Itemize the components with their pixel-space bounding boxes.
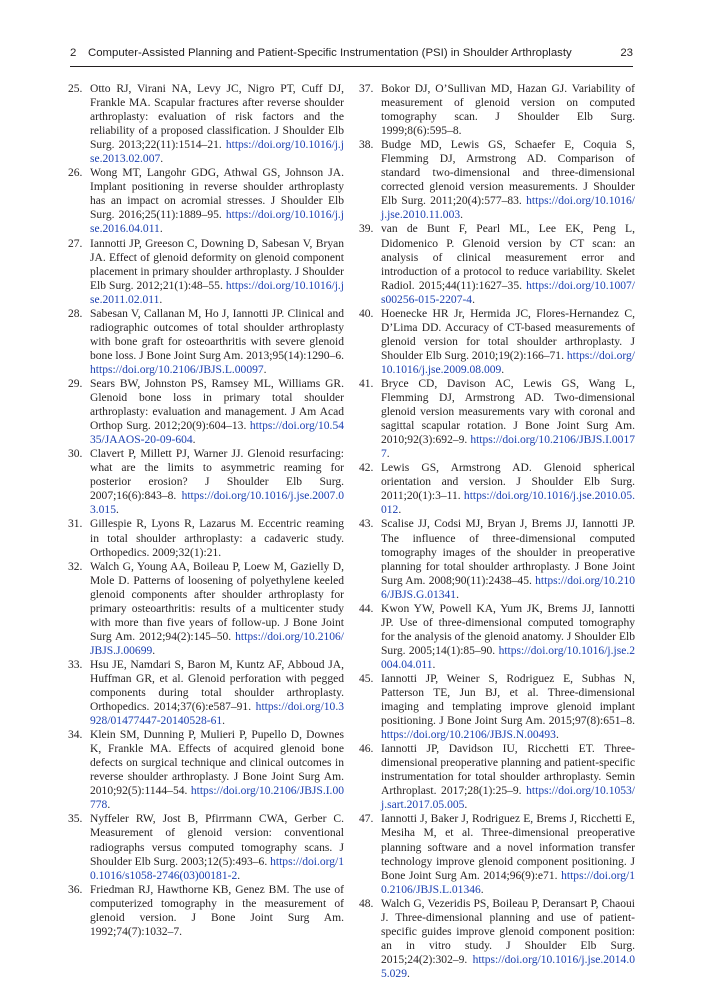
- reference-citation: Friedman RJ, Hawthorne KB, Genez BM. The use of computerized tomography in the measurement of glenoid version. J Bone Joint Surg Am. 1992;74(7):1032–7.: [90, 883, 344, 938]
- reference-number: 32.: [68, 560, 83, 573]
- reference-number: 27.: [68, 237, 83, 250]
- reference-text: [381, 672, 635, 742]
- reference-item: [68, 560, 344, 658]
- doi-link[interactable]: https://doi.org/10.2106/JBJS.J.00699: [90, 630, 344, 657]
- reference-item: [68, 237, 344, 307]
- reference-text: [90, 447, 344, 517]
- reference-number: 29.: [68, 377, 83, 390]
- reference-number: 35.: [68, 813, 83, 826]
- reference-citation: Bokor DJ, O’Sullivan MD, Hazan GJ. Variability of measurement of glenoid version on computed tomography scan. J Shoulder Elb Surg. 1999;8(6):595–8.: [381, 83, 635, 138]
- doi-link[interactable]: https://doi.org/10.2106/JBJS.L.01346: [381, 869, 635, 896]
- reference-text: [381, 222, 635, 306]
- doi-link[interactable]: https://doi.org/10.2106/JBJS.N.00493: [381, 729, 556, 742]
- reference-text: [381, 377, 635, 461]
- reference-text: [381, 461, 635, 517]
- reference-citation: Wong MT, Langohr GDG, Athwal GS, Johnson JA. Implant positioning in reverse shoulder arthroplasty has an impact on acromial stresses. J Shoulder Elb Surg. 2016;25(11):1889–95.: [90, 167, 344, 222]
- reference-citation: Sabesan V, Callanan M, Ho J, Iannotti JP. Clinical and radiographic outcomes of total shoulder arthroplasty with bone graft for osteoarthritis with severe glenoid bone loss. J Bone Joint Surg Am. 2013;95(14):1290–6.: [90, 307, 344, 362]
- doi-link[interactable]: https://doi.org/10.3928/01477447-20140528-61: [90, 701, 344, 728]
- reference-number: 33.: [68, 658, 83, 671]
- header-rule: [70, 66, 633, 67]
- reference-end-period: .: [192, 434, 196, 447]
- reference-item: [68, 812, 344, 882]
- reference-citation: Otto RJ, Virani NA, Levy JC, Nigro PT, Cuff DJ, Frankle MA. Scapular fractures after reverse shoulder arthroplasty: evaluation of risk factors and the reliability of a proposed classification. J Shoulder Elb Surg. 2013;22(11):1514–21.: [90, 83, 344, 152]
- reference-item: [68, 82, 344, 166]
- reference-item: [68, 447, 344, 517]
- doi-link[interactable]: https://doi.org/10.1016/j.jse.2013.02.007: [90, 139, 344, 166]
- reference-end-period: .: [460, 209, 464, 222]
- reference-citation: Iannotti JP, Greeson C, Downing D, Sabesan V, Bryan JA. Effect of glenoid deformity on glenoid component placement in primary shoulder arthroplasty. J Shoulder Elb Surg. 2012;21(1):48–55.: [90, 237, 344, 292]
- reference-number: 39.: [359, 223, 374, 236]
- reference-number: 44.: [359, 602, 374, 615]
- reference-end-period: .: [115, 504, 119, 517]
- reference-number: 34.: [68, 729, 83, 742]
- reference-number: 43.: [359, 518, 374, 531]
- reference-text: [381, 897, 635, 981]
- reference-number: 48.: [359, 897, 374, 910]
- reference-end-period: .: [432, 658, 436, 671]
- doi-link[interactable]: https://doi.org/10.2106/JBJS.I.00177: [381, 434, 635, 461]
- reference-citation: Hoenecke HR Jr, Hermida JC, Flores-Hernandez C, D’Lima DD. Accuracy of CT-based measurements of glenoid version for total shoulder arthroplasty. J Shoulder Elb Surg. 2010;19(2):166–71.: [381, 307, 635, 362]
- reference-text: [90, 307, 344, 377]
- reference-end-period: .: [263, 363, 267, 376]
- reference-item: [359, 461, 635, 517]
- doi-link[interactable]: https://doi.org/10.1016/j.jse.2007.03.015: [90, 490, 344, 517]
- running-header: [70, 47, 633, 65]
- reference-text: [90, 812, 344, 882]
- doi-link[interactable]: https://doi.org/10.1016/j.jse.2016.04.011: [90, 209, 344, 236]
- reference-citation: Hsu JE, Namdari S, Baron M, Kuntz AF, Abboud JA, Huffman GR, et al. Glenoid perforation with pegged components during total shoulder arthroplasty. Orthopedics. 2014;37(6):e587–91.: [90, 658, 344, 714]
- reference-text: [90, 883, 344, 939]
- reference-item: [68, 883, 344, 939]
- reference-text: [381, 812, 635, 896]
- reference-text: [90, 728, 344, 812]
- reference-citation: Iannotti J, Baker J, Rodriguez E, Brems J, Ricchetti E, Mesiha M, et al. Three-dimensional preoperative planning software and a novel information transfer technology improve glenoid component positioning. J Bone Joint Surg Am. 2014;96(9):e71.: [381, 813, 635, 882]
- reference-item: [68, 728, 344, 812]
- doi-link[interactable]: https://doi.org/10.1016/j.jse.2010.05.012: [381, 490, 635, 517]
- reference-number: 31.: [68, 518, 83, 531]
- reference-text: [90, 166, 344, 236]
- reference-item: [359, 812, 635, 896]
- reference-number: 25.: [68, 83, 83, 95]
- reference-end-period: .: [480, 883, 484, 896]
- reference-citation: Iannotti JP, Davidson IU, Ricchetti ET. Three-dimensional preoperative planning and patient-specific instrumentation for total shoulder arthroplasty. Semin Arthroplast. 2017;28(1):25–9.: [381, 743, 635, 798]
- reference-item: [359, 138, 635, 222]
- doi-link[interactable]: https://doi.org/10.1016/j.jse.2014.05.029: [381, 953, 635, 980]
- reference-number: 26.: [68, 167, 83, 180]
- reference-citation: Scalise JJ, Codsi MJ, Bryan J, Brems JJ, Iannotti JP. The influence of three-dimensional computed tomography images of the shoulder in preoperative planning for total shoulder arthroplasty. J Bone Joint Surg Am. 2008;90(11):2438–45.: [381, 518, 635, 587]
- reference-number: 41.: [359, 377, 374, 390]
- reference-end-period: .: [159, 223, 163, 236]
- reference-citation: Clavert P, Millett PJ, Warner JJ. Glenoid resurfacing: what are the limits to asymmetric reaming for posterior erosion? J Shoulder Elb Surg. 2007;16(6):843–8.: [90, 448, 344, 503]
- reference-number: 46.: [359, 743, 374, 756]
- doi-link[interactable]: https://doi.org/10.2106/JBJS.I.00778: [90, 785, 344, 812]
- doi-link[interactable]: https://doi.org/10.1016/s1058-2746(03)00181-2: [90, 855, 344, 882]
- reference-citation: Iannotti JP, Weiner S, Rodriguez E, Subhas N, Patterson TE, Jun BJ, et al. Three-dimensional imaging and templating improve glenoid implant positioning. J Bone Joint Surg Am. 2015;97(8):651–8.: [381, 672, 635, 728]
- doi-link[interactable]: https://doi.org/10.1016/j.jse.2009.08.009: [381, 349, 635, 376]
- reference-citation: Nyffeler RW, Jost B, Pfirrmann CWA, Gerber C. Measurement of glenoid version: conventional radiographs versus computed tomography scans. J Shoulder Elb Surg. 2003;12(5):493–6.: [90, 813, 344, 868]
- reference-text: [90, 377, 344, 447]
- reference-end-period: .: [160, 153, 164, 166]
- reference-text: [381, 82, 635, 138]
- chapter-title: Computer-Assisted Planning and Patient-Specific Instrumentation (PSI) in Shoulder Arthroplasty: [88, 47, 572, 59]
- reference-end-period: .: [222, 715, 226, 728]
- chapter-number: 2: [70, 47, 77, 59]
- reference-item: [68, 658, 344, 728]
- reference-text: [381, 307, 635, 377]
- reference-number: 38.: [359, 139, 374, 152]
- reference-text: [381, 742, 635, 812]
- reference-number: 47.: [359, 813, 374, 826]
- reference-number: 42.: [359, 462, 374, 475]
- reference-item: [359, 82, 635, 138]
- reference-end-period: .: [472, 293, 475, 306]
- reference-end-period: .: [406, 967, 410, 980]
- reference-item: [359, 307, 635, 377]
- reference-text: [90, 658, 344, 728]
- reference-item: [359, 897, 635, 981]
- doi-link[interactable]: https://doi.org/10.1053/j.sart.2017.05.005: [381, 785, 635, 812]
- reference-end-period: .: [237, 869, 241, 882]
- reference-citation: Budge MD, Lewis GS, Schaefer E, Coquia S, Flemming DJ, Armstrong AD. Comparison of standard two-dimensional and three-dimensional corrected glenoid version measurements. J Shoulder Elb Surg. 2011;20(4):577–83.: [381, 139, 635, 208]
- reference-citation: Walch G, Young AA, Boileau P, Loew M, Gazielly D, Mole D. Patterns of loosening of polyethylene keeled glenoid components after shoulder arthroplasty for primary osteoarthritis: results of a multicenter study with more than five years of follow-up. J Bone Joint Surg Am. 2012;94(2):145–50.: [90, 560, 344, 643]
- reference-item: [359, 742, 635, 812]
- reference-text: [381, 602, 635, 672]
- reference-text: [90, 82, 344, 166]
- doi-link[interactable]: https://doi.org/10.1016/j.jse.2010.11.003: [381, 195, 635, 222]
- reference-end-period: .: [107, 799, 111, 812]
- reference-end-period: .: [555, 729, 559, 742]
- reference-citation: Klein SM, Dunning P, Mulieri P, Pupello D, Downes K, Frankle MA. Effects of acquired glenoid bone defects on surgical technique and clinical outcomes in reverse shoulder arthroplasty. J Bone Joint Surg Am. 2010;92(5):1144–54.: [90, 729, 344, 798]
- reference-text: [90, 517, 344, 559]
- reference-item: [68, 517, 344, 559]
- reference-item: [68, 166, 344, 236]
- reference-end-period: .: [398, 504, 402, 517]
- reference-text: [90, 237, 344, 307]
- reference-number: 40.: [359, 307, 374, 320]
- doi-link[interactable]: https://doi.org/10.2106/JBJS.L.00097: [90, 363, 264, 376]
- reference-item: [359, 222, 635, 306]
- reference-item: [359, 602, 635, 672]
- reference-text: [90, 560, 344, 658]
- doi-link[interactable]: https://doi.org/10.1016/j.jse.2011.02.011: [90, 279, 344, 306]
- reference-citation: Gillespie R, Lyons R, Lazarus M. Eccentric reaming in total shoulder arthroplasty: a cadaveric study. Orthopedics. 2009;32(1):21.: [90, 518, 344, 559]
- reference-number: 28.: [68, 307, 83, 320]
- reference-text: [381, 517, 635, 601]
- reference-citation: Walch G, Vezeridis PS, Boileau P, Deransart P, Chaoui J. Three-dimensional planning and use of patient-specific guides improve glenoid component position: an in vitro study. J Shoulder Elb Surg. 2015;24(2):302–9.: [381, 897, 635, 966]
- reference-citation: Lewis GS, Armstrong AD. Glenoid spherical orientation and version. J Shoulder Elb Surg. 2011;20(1):3–11.: [381, 462, 635, 503]
- reference-number: 36.: [68, 883, 83, 896]
- reference-end-period: .: [159, 293, 163, 306]
- reference-end-period: .: [501, 363, 505, 376]
- reference-item: [359, 377, 635, 461]
- doi-link[interactable]: https://doi.org/10.2106/JBJS.G.01341: [381, 574, 635, 601]
- reference-number: 30.: [68, 448, 83, 461]
- reference-end-period: .: [456, 588, 459, 601]
- reference-item: [359, 672, 635, 742]
- reference-text: [381, 138, 635, 222]
- page-number: 23: [620, 47, 633, 59]
- references-column-left: [68, 82, 344, 939]
- reference-citation: Sears BW, Johnston PS, Ramsey ML, Williams GR. Glenoid bone loss in primary total shoulder arthroplasty: evaluation and management. J Am Acad Orthop Surg. 2012;20(9):604–13.: [90, 377, 344, 433]
- reference-item: [359, 517, 635, 601]
- reference-end-period: .: [386, 448, 390, 461]
- doi-link[interactable]: https://doi.org/10.1016/j.jse.2004.04.011: [381, 644, 635, 671]
- reference-end-period: .: [152, 644, 156, 657]
- reference-citation: Bryce CD, Davison AC, Lewis GS, Wang L, Flemming DJ, Armstrong AD. Two-dimensional glenoid version measurements vary with coronal and sagittal scapular rotation. J Bone Joint Surg Am. 2010;92(3):692–9.: [381, 377, 635, 447]
- references-column-right: [359, 82, 635, 981]
- reference-citation: van de Bunt F, Pearl ML, Lee EK, Peng L, Didomenico P. Glenoid version by CT scan: an analysis of clinical measurement error and introduction of a protocol to reduce variability. Skelet Radiol. 2015;44(11):1627–35.: [381, 223, 635, 292]
- reference-item: [68, 307, 344, 377]
- reference-citation: Kwon YW, Powell KA, Yum JK, Brems JJ, Iannotti JP. Use of three-dimensional computed tomography for the analysis of the glenoid anatomy. J Shoulder Elb Surg. 2005;14(1):85–90.: [381, 602, 635, 657]
- reference-number: 45.: [359, 672, 374, 685]
- doi-link[interactable]: https://doi.org/10.1007/s00256-015-2207-4: [381, 279, 635, 306]
- reference-number: 37.: [359, 83, 374, 95]
- doi-link[interactable]: https://doi.org/10.5435/JAAOS-20-09-604: [90, 420, 344, 447]
- reference-item: [68, 377, 344, 447]
- reference-end-period: .: [464, 799, 468, 812]
